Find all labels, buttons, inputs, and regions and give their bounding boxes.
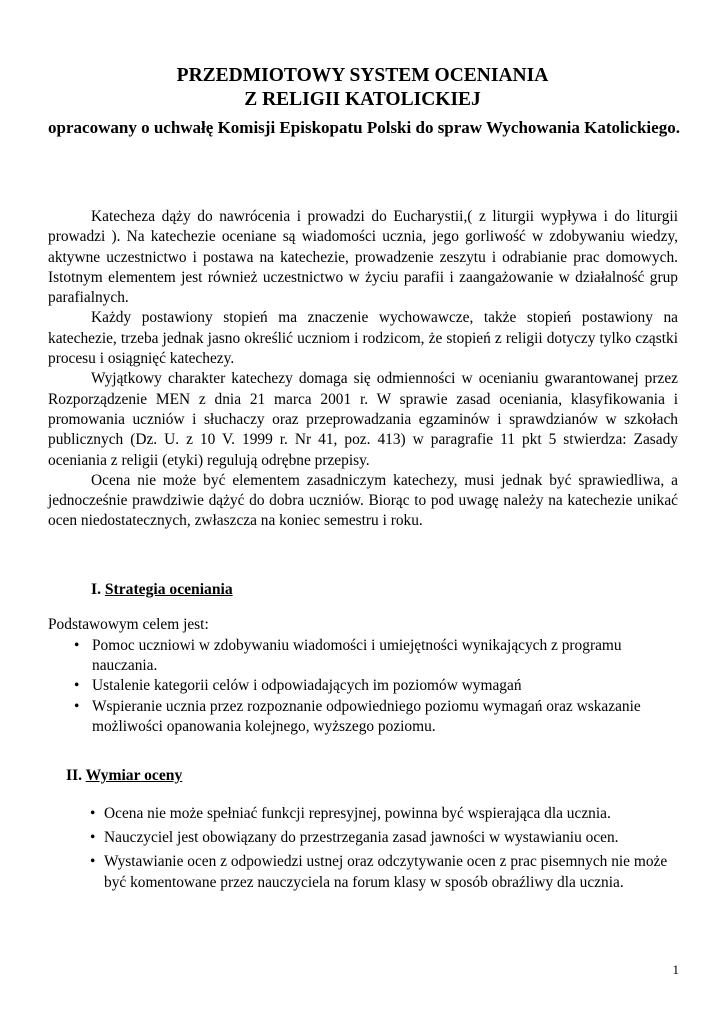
section-2-title: Wymiar oceny [85, 767, 183, 784]
title-line-2: Z RELIGII KATOLICKIEJ [244, 89, 481, 110]
section-1-heading [91, 580, 233, 600]
document-subtitle: opracowany o uchwałę Komisji Episkopatu Polski do spraw Wychowania Katolickiego. [48, 118, 680, 137]
list-item: • Wspieranie ucznia przez rozpoznanie odpowiedniego poziomu wymagań oraz wskazanie możliwości opanowania kolejnego, wyższego poziomu. [48, 697, 678, 737]
list-item: • Ocena nie może spełniać funkcji represyjnej, powinna być wspierająca dla ucznia. [88, 804, 688, 824]
list-item: • Ustalenie kategorii celów i odpowiadających im poziomów wymagań [48, 676, 678, 696]
intro-body [48, 207, 678, 532]
title-line-1: PRZEDMIOTOWY SYSTEM OCENIANIA [176, 65, 549, 86]
section-1-title: Strategia oceniania [104, 581, 233, 598]
page-number: 1 [672, 962, 679, 977]
paragraph: Każdy postawiony stopień ma znaczenie wychowawcze, także stopień postawiony na katechezie, trzeba jednak jasno określić uczniom i rodzicom, że stopień z religii dotyczy tylko cząstki procesu i osiągnięć katechezy. [48, 309, 678, 368]
section-2-number: II. [66, 767, 83, 784]
paragraph: Wyjątkowy charakter katechezy domaga się odmienności w ocenianiu gwarantowanej przez Rozporządzenie MEN z dnia 21 marca 2001 r. W sprawie zasad oceniania, klasyfikowania i promowania uczniów i słuchaczy oraz przeprowadzania egzaminów i sprawdzianów w szkołach publicznych (Dz. U. z 10 V. 1999 r. Nr 41, poz. 413) w paragrafie 11 pkt 5 stwierdza: Zasady oceniania z religii (etyki) regulują odrębne przepisy. [48, 370, 678, 469]
section-1-list [48, 636, 678, 737]
section-2-heading [66, 766, 182, 786]
list-item: • Wystawianie ocen z odpowiedzi ustnej oraz odczytywanie ocen z prac pisemnych nie może być komentowane przez nauczyciela na forum klasy w sposób obraźliwy dla ucznia. [88, 852, 688, 892]
section-1-number: I. [91, 581, 101, 598]
paragraph: Ocena nie może być elementem zasadniczym katechezy, musi jednak być sprawiedliwa, a jednocześnie prawdziwie dążyć do dobra uczniów. Biorąc to pod uwagę należy na katechezie unikać ocen niedostatecznych, zwłaszcza na koniec semestru i roku. [48, 471, 678, 530]
document-title [40, 64, 685, 112]
list-item: • Nauczyciel jest obowiązany do przestrzegania zasad jawności w wystawianiu ocen. [88, 828, 688, 848]
section-1-intro: Podstawowym celem jest: [48, 616, 209, 633]
paragraph: Katecheza dąży do nawrócenia i prowadzi do Eucharystii,( z liturgii wypływa i do liturgii prowadzi ). Na katechezie oceniane są wiadomości ucznia, jego gorliwość w zdobywaniu wiedzy, aktywne uczestnictwo i postawa na katechezie, prowadzenie zeszytu i odrabianie prac domowych. Istotnym elementem jest również uczestnictwo w życiu parafii i zaangażowanie w działalność grup parafialnych. [48, 208, 678, 307]
section-2-list [88, 804, 688, 893]
list-item: • Pomoc uczniowi w zdobywaniu wiadomości i umiejętności wynikających z programu nauczania. [48, 636, 678, 676]
